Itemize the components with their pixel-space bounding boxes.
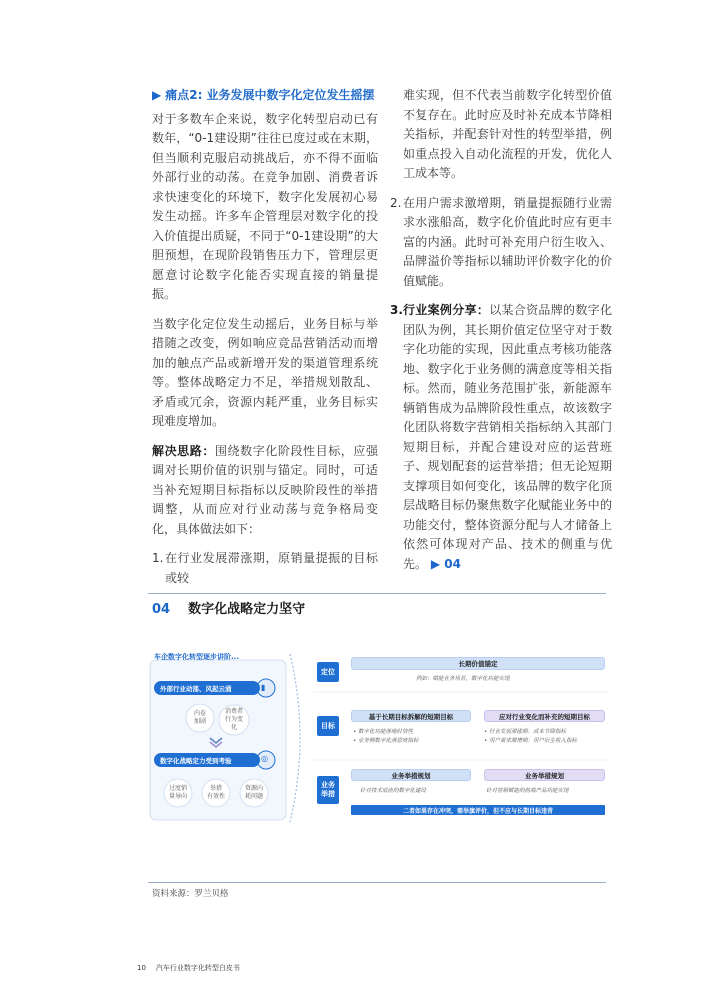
page-number: 10 [137, 964, 146, 972]
figure-title: 04 数字化战略定力坚守 [152, 602, 306, 617]
divider [148, 882, 606, 883]
goal-notes-right: • 行业发展滞涨期：成本节降指标 • 用户需求激增期：用户衍生收入指标 [484, 729, 577, 744]
circle-label: 资源内 耗问题 [244, 785, 263, 800]
right-column [390, 86, 612, 584]
row-label-positioning: 定位 [317, 662, 339, 682]
chip-industry-turbulence: 外部行业动荡、风起云涌 [154, 681, 260, 695]
diagram-left-title: 车企数字化转型逐步讲阶... [154, 653, 239, 661]
circle-label: 消费者 行为变 化 [224, 708, 243, 731]
long-term-value-bar: 长期价值锚定 [351, 657, 605, 670]
plan-note-left: 针对技术底座的数字化建设 [360, 788, 427, 794]
strategy-diagram [148, 648, 610, 828]
goal-notes-left: • 数字化功能落地时效性 • 业务侧数字化满意度指标 [353, 729, 419, 744]
target-icon: ◎ [261, 754, 268, 763]
conflict-banner: 二者如果存在冲突，需举旗评价，但不应与长期目标违背 [351, 805, 605, 815]
chip-strategy-tested: 数字化战略定力受到考验 [154, 753, 260, 767]
divider [148, 593, 606, 594]
row-label-goal: 目标 [317, 716, 339, 736]
row-label-initiatives: 业务 举措 [317, 776, 339, 804]
page-footer [137, 963, 240, 973]
plan-note-right: 针对营销赋能的前端产品功能实现 [486, 788, 569, 794]
triangle-icon: ▶ [152, 88, 162, 102]
bar-chart-icon: ▮ [261, 683, 266, 692]
plan-bar-left: 业务举措规划 [351, 769, 471, 781]
figure-reference-link[interactable]: ▶ 04 [430, 556, 461, 571]
list-item: 1. 在行业发展滞涨期，原销量提振的目标或较 [152, 551, 378, 585]
paragraph: 当数字化定位发生动摇后，业务目标与举措随之改变，例如响应竞品营销活动而增加的触点产品或新增开发的渠道管理系统等。整体战略定力不足，举措规划散乱、矛盾或冗余，资源内耗严重，业务目标实现难度增加。 [152, 316, 378, 428]
paragraph: 解决思路：围绕数字化阶段性目标，应强调对长期价值的识别与锚定。同时，可适当补充短期目标指标以反映阶段性的举措调整，从而应对行业动荡与竞争格局变化，具体做法如下： [152, 443, 378, 536]
short-term-goal-left: 基于长期目标拆解的短期目标 [351, 710, 471, 722]
list-item: 2. 在用户需求激增期，销量提振随行业需求水涨船高，数字化价值此时应有更丰富的内涵。此时可补充用户衍生收入、品牌溢价等指标以辅助评价数字化的价值赋能。 [390, 195, 612, 288]
paragraph: 对于多数车企来说，数字化转型启动已有数年，“0-1建设期”往往已度过或在末期，但当顺利克服启动挑战后，亦不得不面临外部行业的动荡。在竞争加剧、消费者诉求快速变化的环境下，数字化发展初心易发生动摇。许多车企管理层对数字化的投入价值提出质疑，不同于“0-1建设期”的大胆预想，在现阶段销售压力下，管理层更愿意讨论数字化能否实现直接的销量提振。 [152, 111, 378, 301]
circle-label: 内卷 加剧 [193, 710, 206, 725]
footer-title: 汽车行业数字化转型白皮书 [155, 964, 240, 972]
circle-label: 举措 有效性 [206, 785, 225, 800]
source-note: 资料来源：罗兰贝格 [152, 889, 229, 899]
list-item: 3. 行业案例分享：以某合资品牌的数字化团队为例，其长期价值定位坚守对于数字化功能的实现，因此重点考核功能落地、数字化于业务侧的满意度等相关指标。然而，随业务范围扩张，新能源车辆销售成为品牌阶段性重点，故该数字化团队将数字营销相关指标纳入其部门短期目标，并配合建设对应的运营班子、规划配套的运营举措；但无论短期支撑项目如何变化，该品牌的数字化顶层战略目标仍聚焦数字化赋能业务中的功能交付，整体资源分配与人才储备上依然可体现对产品、技术的侧重与优先。 ▶ 04 [390, 303, 612, 571]
short-term-goal-right: 应对行业变化而补充的短期目标 [484, 710, 605, 722]
long-term-note: 例如：赋能业务场景，数字化功能实现 [416, 676, 510, 682]
paragraph: 难实现，但不代表当前数字化转型价值不复存在。此时应及时补充成本节降相关指标，并配套针对性的转型举措，例如重点投入自动化流程的开发，优化人工成本等。 [403, 88, 612, 180]
circle-label: 过度销 量导向 [168, 785, 187, 800]
label-bold: 解决思路： [152, 443, 215, 458]
left-column [152, 86, 378, 598]
plan-bar-right: 业务举措规划 [484, 769, 605, 781]
section-heading: ▶ 痛点2: 业务发展中数字化定位发生摇摆 [152, 88, 375, 102]
